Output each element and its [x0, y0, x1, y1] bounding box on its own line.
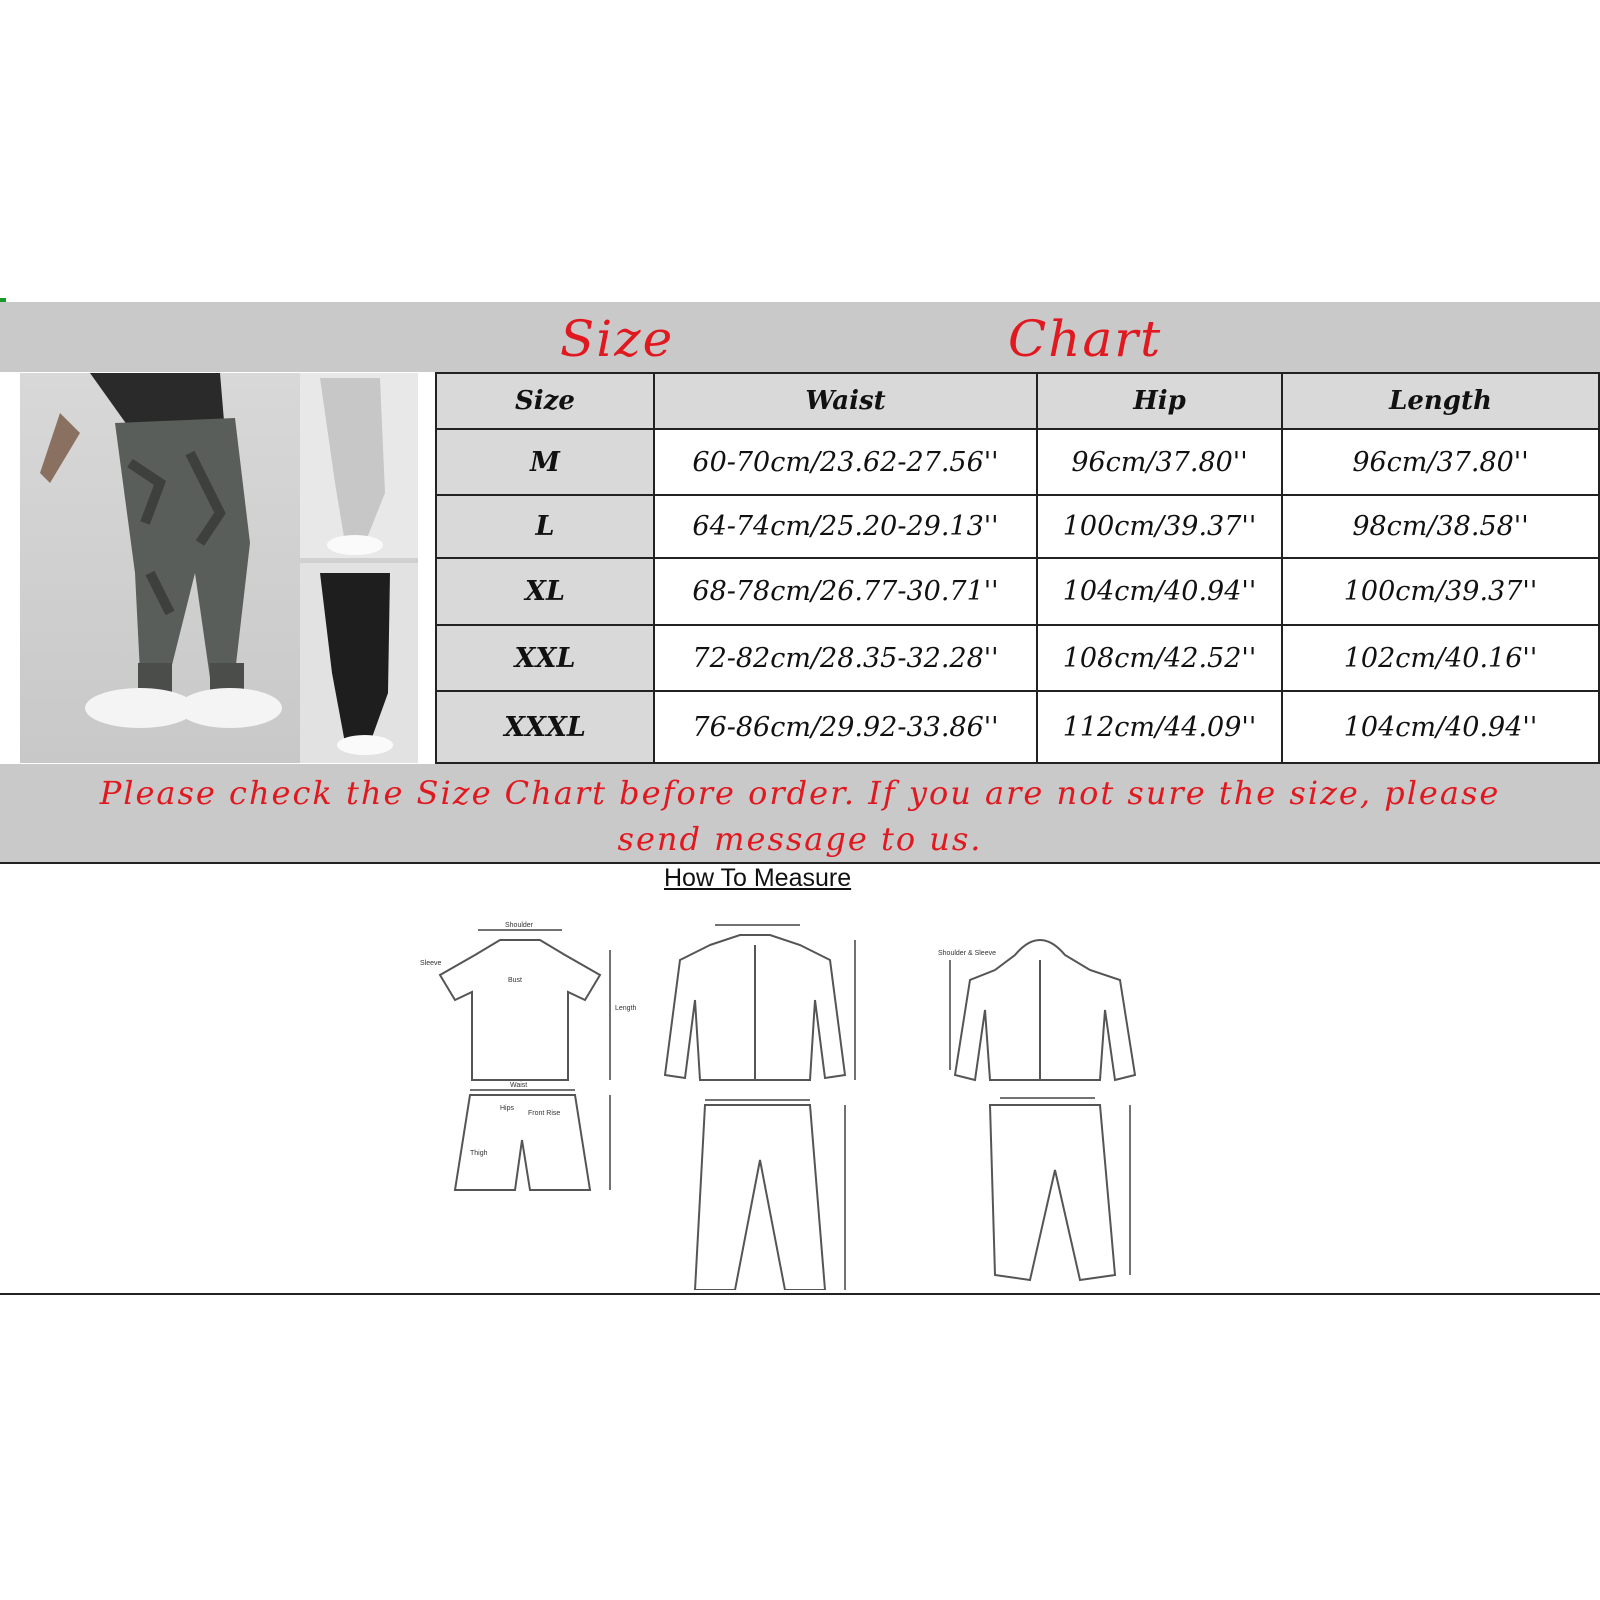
notice-line-1: Please check the Size Chart before order. If you are not sure the size, please [99, 774, 1501, 812]
label-hips: Hips [500, 1105, 515, 1112]
notice-line-2: send message to us. [617, 820, 983, 858]
cell-length: 102cm/40.16'' [1282, 625, 1599, 691]
label-waist: Waist [510, 1082, 528, 1089]
table-header-row [436, 373, 1599, 429]
header-hip: Hip [1037, 373, 1282, 429]
title-band [0, 302, 1600, 372]
cell-hip: 112cm/44.09'' [1037, 691, 1282, 763]
label-shoulder-sleeve: Shoulder & Sleeve [938, 950, 996, 957]
table-row [436, 558, 1599, 625]
cell-waist: 76-86cm/29.92-33.86'' [654, 691, 1037, 763]
cell-hip: 100cm/39.37'' [1037, 495, 1282, 558]
notice-text [0, 770, 1600, 862]
cell-waist: 64-74cm/25.20-29.13'' [654, 495, 1037, 558]
measurement-diagrams [390, 900, 1210, 1290]
cell-hip: 96cm/37.80'' [1037, 429, 1282, 495]
label-thigh: Thigh [470, 1150, 488, 1157]
cell-hip: 108cm/42.52'' [1037, 625, 1282, 691]
cell-size: XL [436, 558, 654, 625]
label-bust: Bust [508, 977, 523, 984]
header-waist: Waist [654, 373, 1037, 429]
cell-size: XXL [436, 625, 654, 691]
cell-waist: 60-70cm/23.62-27.56'' [654, 429, 1037, 495]
cell-size: XXXL [436, 691, 654, 763]
title-word-chart: Chart [1008, 310, 1163, 368]
cell-hip: 104cm/40.94'' [1037, 558, 1282, 625]
bottom-divider [0, 1293, 1600, 1295]
table-row [436, 625, 1599, 691]
cell-length: 96cm/37.80'' [1282, 429, 1599, 495]
garment-measure-icon [390, 900, 1210, 1290]
table-row [436, 429, 1599, 495]
header-length: Length [1282, 373, 1599, 429]
size-table [435, 372, 1600, 764]
cell-waist: 72-82cm/28.35-32.28'' [654, 625, 1037, 691]
label-shoulder: Shoulder [505, 922, 534, 929]
cell-length: 98cm/38.58'' [1282, 495, 1599, 558]
label-length: Length [615, 1005, 637, 1012]
cell-length: 104cm/40.94'' [1282, 691, 1599, 763]
cell-size: L [436, 495, 654, 558]
cell-length: 100cm/39.37'' [1282, 558, 1599, 625]
table-row [436, 691, 1599, 763]
label-front-rise: Front Rise [528, 1110, 561, 1117]
title-word-size: Size [560, 310, 675, 368]
cell-size: M [436, 429, 654, 495]
how-to-measure-title: How To Measure [664, 864, 852, 892]
table-row [436, 495, 1599, 558]
product-photo [20, 373, 418, 763]
header-size: Size [436, 373, 654, 429]
cell-waist: 68-78cm/26.77-30.71'' [654, 558, 1037, 625]
jogger-pants-photo-icon [20, 373, 418, 763]
label-sleeve: Sleeve [420, 960, 442, 967]
